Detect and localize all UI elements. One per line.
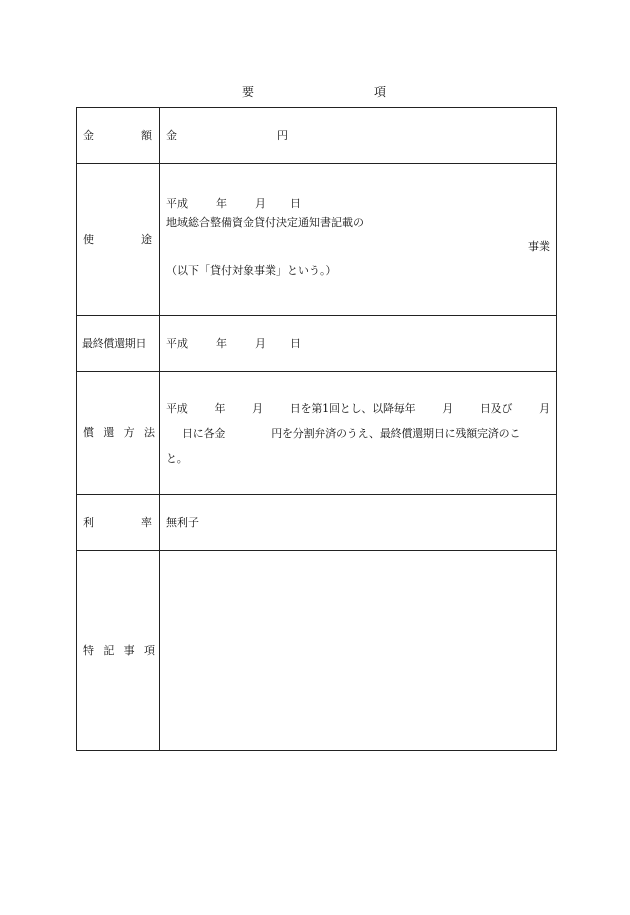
- use-description: 地域総合整備資金貸付決定通知書記載の: [166, 215, 364, 229]
- due-date-month: 月: [255, 336, 266, 350]
- due-date-year: 年: [216, 336, 227, 350]
- repay-line-1: [166, 396, 550, 421]
- terms-table: [76, 107, 557, 751]
- title-part-1: 要: [242, 85, 255, 99]
- due-date-era: 平成: [166, 336, 188, 350]
- value-amount[interactable]: [160, 108, 557, 164]
- label-repay-char-1: 償: [83, 426, 94, 439]
- row-due: [77, 316, 557, 372]
- repay-month: 月: [252, 401, 263, 415]
- due-date-day: 日: [290, 336, 301, 350]
- use-date-day: 日: [290, 196, 301, 210]
- repay-line-3: と。: [166, 451, 188, 465]
- label-amount: [77, 108, 160, 164]
- repay-second-month: 月: [539, 401, 550, 415]
- value-notes[interactable]: [160, 551, 557, 751]
- label-rate: [77, 495, 160, 551]
- repay-installment-text: 円を分割弁済のうえ、最終償還期日に残額完済のこ: [271, 426, 521, 440]
- repay-each-amount: 日に各金: [182, 426, 226, 440]
- amount-unit: 円: [277, 128, 288, 142]
- row-amount: [77, 108, 557, 164]
- rate-value: 無利子: [166, 515, 199, 529]
- label-use-char-2: 途: [141, 232, 152, 246]
- label-repay-char-2: 還: [103, 426, 115, 439]
- repay-first-day-text: 日を第1回とし、以降毎年: [289, 401, 416, 415]
- label-due: [77, 316, 160, 372]
- label-use: [77, 164, 160, 316]
- label-rate-char-2: 率: [141, 515, 152, 529]
- use-definition: （以下「貸付対象事業」という。）: [166, 263, 337, 277]
- due-date: [160, 337, 556, 351]
- label-due-text: 最終償還期日: [82, 336, 147, 350]
- row-notes: [77, 551, 557, 751]
- title-part-2: 項: [374, 85, 387, 99]
- label-notes-char-1: 特: [83, 643, 94, 657]
- label-repay: [77, 372, 160, 495]
- value-rate[interactable]: [160, 495, 557, 551]
- repay-year: 年: [214, 401, 226, 415]
- label-use-char-1: 使: [83, 232, 94, 246]
- document-title: [0, 84, 630, 100]
- use-date-era: 平成: [166, 196, 188, 210]
- value-due[interactable]: [160, 316, 557, 372]
- label-amount-char-2: 額: [141, 128, 152, 142]
- label-rate-char-1: 利: [83, 515, 94, 529]
- value-use[interactable]: [160, 164, 557, 316]
- label-notes-char-2: 記: [103, 643, 115, 657]
- label-repay-char-3: 方: [123, 426, 135, 439]
- label-amount-char-1: 金: [83, 128, 94, 142]
- label-notes-char-3: 事: [123, 643, 135, 657]
- row-repay: [77, 372, 557, 495]
- use-date: [166, 197, 550, 211]
- row-rate: [77, 495, 557, 551]
- repay-annual-month: 月: [442, 401, 454, 415]
- repay-line-2: [166, 421, 550, 446]
- use-date-month: 月: [255, 196, 266, 210]
- label-notes: [77, 551, 160, 751]
- value-repay[interactable]: [160, 372, 557, 495]
- repay-era: 平成: [166, 401, 188, 415]
- row-use: [77, 164, 557, 316]
- label-notes-char-4: 項: [143, 643, 155, 657]
- use-date-year: 年: [216, 196, 227, 210]
- repay-annual-day-and: 日及び: [479, 401, 513, 415]
- amount-prefix: 金: [166, 128, 177, 142]
- use-business-suffix: 事業: [528, 239, 550, 253]
- label-repay-char-4: 法: [143, 426, 155, 439]
